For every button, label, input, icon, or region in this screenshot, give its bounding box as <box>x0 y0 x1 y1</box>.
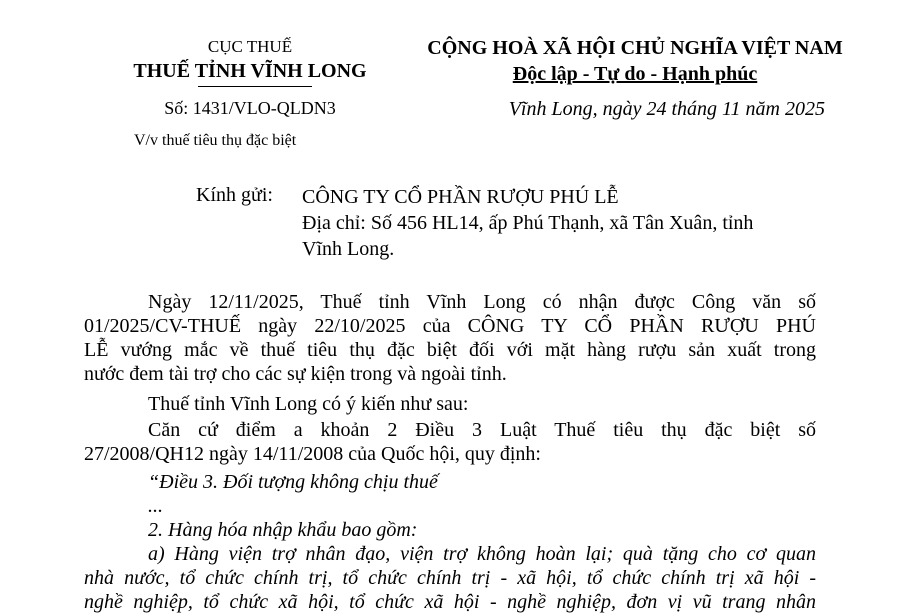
paragraph-1-line-1: Ngày 12/11/2025, Thuế tỉnh Vĩnh Long có nhận được Công văn số <box>148 291 816 313</box>
paragraph-1 <box>84 290 816 386</box>
quote-item-2a-line-1: a) Hàng viện trợ nhân đạo, viện trợ không hoàn lại; quà tặng cho cơ quan <box>148 543 816 565</box>
document-subject: V/v thuế tiêu thụ đặc biệt <box>134 132 297 149</box>
quote-ellipsis: ... <box>148 495 163 517</box>
department-underline <box>198 86 312 87</box>
paragraph-2 <box>84 392 816 416</box>
document-dateline: Vĩnh Long, ngày 24 tháng 11 năm 2025 <box>508 98 825 120</box>
recipient-block <box>302 184 822 262</box>
recipient-label: Kính gửi: <box>196 184 273 206</box>
recipient-name: CÔNG TY CỔ PHẦN RƯỢU PHÚ LỄ <box>302 186 619 208</box>
paragraph-3 <box>84 418 816 466</box>
quote-title: “Điều 3. Đối tượng không chịu thuế <box>148 471 438 493</box>
recipient-address-line-1: Địa chỉ: Số 456 HL14, ấp Phú Thạnh, xã Tân Xuân, tỉnh <box>302 212 754 234</box>
issuing-department: THUẾ TỈNH VĨNH LONG <box>133 60 367 82</box>
recipient-address-line-2: Vĩnh Long. <box>302 238 395 260</box>
republic-title: CỘNG HOÀ XÃ HỘI CHỦ NGHĨA VIỆT NAM <box>427 37 843 59</box>
paragraph-3-line-1: Căn cứ điểm a khoản 2 Điều 3 Luật Thuế tiêu thụ đặc biệt số <box>148 419 816 441</box>
national-motto: Độc lập - Tự do - Hạnh phúc <box>512 63 758 85</box>
quoted-article <box>84 470 816 614</box>
quote-item-2a-line-2: nhà nước, tổ chức chính trị, tổ chức chính trị - xã hội, tổ chức chính trị xã hội - <box>84 567 816 589</box>
paragraph-3-line-2: 27/2008/QH12 ngày 14/11/2008 của Quốc hội, quy định: <box>84 443 541 465</box>
paragraph-1-line-2: 01/2025/CV-THUẾ ngày 22/10/2025 của CÔNG TY CỔ PHẦN RƯỢU PHÚ <box>84 315 816 337</box>
quote-item-2: 2. Hàng hóa nhập khẩu bao gồm: <box>148 519 418 541</box>
issuing-agency: CỤC THUẾ <box>207 37 293 56</box>
document-number: Số: 1431/VLO-QLDN3 <box>164 98 336 118</box>
paragraph-1-line-3: LỄ vướng mắc về thuế tiêu thụ đặc biệt đối với mặt hàng rượu sản xuất trong <box>84 339 816 361</box>
quote-item-2a-line-3: nghề nghiệp, tổ chức xã hội, tổ chức xã hội - nghề nghiệp, đơn vị vũ trang nhân <box>84 591 816 613</box>
paragraph-2-line-1: Thuế tỉnh Vĩnh Long có ý kiến như sau: <box>148 393 469 415</box>
paragraph-1-line-4: nước đem tài trợ cho các sự kiện trong và ngoài tỉnh. <box>84 363 507 385</box>
